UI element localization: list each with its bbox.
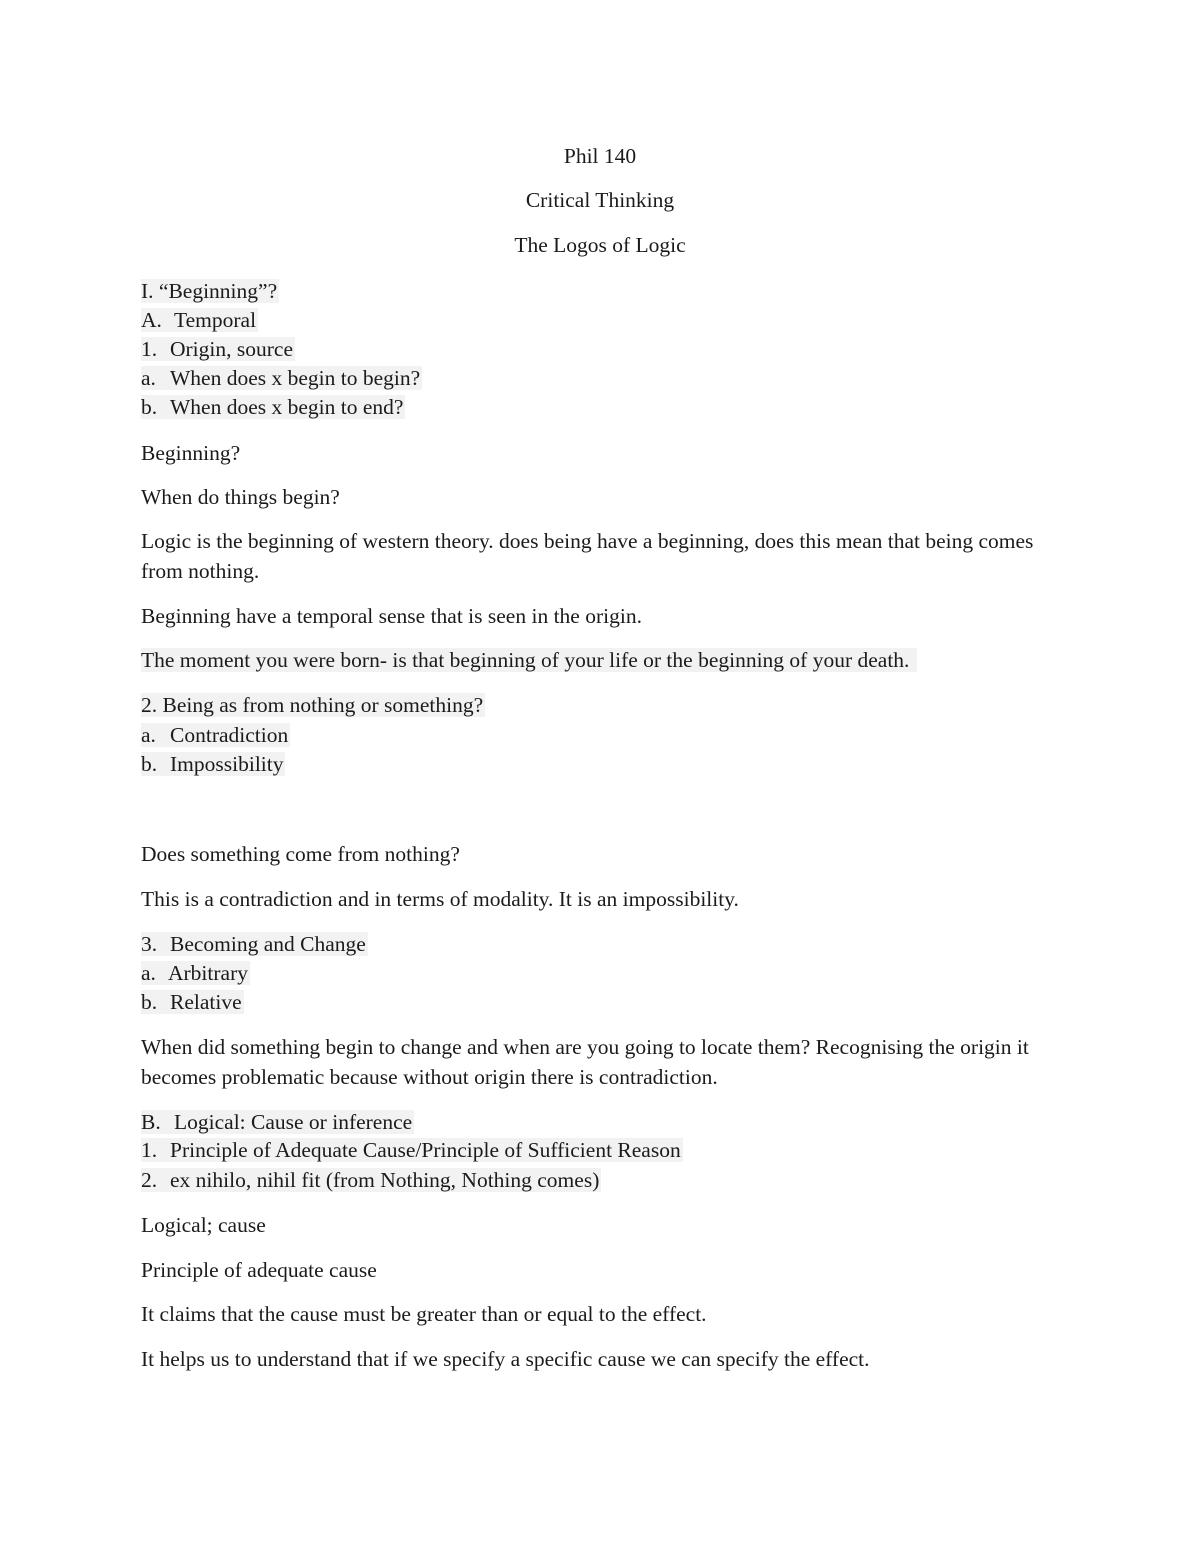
outline-item-1-origin	[141, 335, 295, 363]
note-paragraph: Principle of adequate cause	[141, 1258, 377, 1282]
note-paragraph: Logical; cause	[141, 1213, 266, 1237]
note-paragraph	[141, 646, 917, 674]
outline-item-text: Logical: Cause or inference	[174, 1110, 413, 1134]
course-subject: Critical Thinking	[525, 188, 675, 212]
outline-item-text: ex nihilo, nihil fit (from Nothing, Nothing comes)	[170, 1168, 600, 1192]
outline-item-b-logical	[141, 1108, 414, 1136]
outline-marker: b.	[141, 752, 158, 776]
outline-item-3-becoming	[141, 930, 368, 958]
outline-item-text: When does x begin to end?	[170, 395, 404, 419]
document-title: The Logos of Logic	[514, 233, 686, 257]
outline-marker: 2.	[141, 1168, 158, 1192]
note-paragraph: Beginning have a temporal sense that is seen in the origin.	[141, 604, 642, 628]
outline-item-a-begin	[141, 364, 422, 392]
outline-marker: a.	[141, 723, 156, 747]
outline-section-i-text: I. “Beginning”?	[141, 279, 278, 303]
outline-item-text: Contradiction	[170, 723, 289, 747]
outline-marker: 1.	[141, 337, 158, 361]
outline-section-i	[141, 277, 279, 305]
note-paragraph: It helps us to understand that if we specify a specific cause we can specify the effect.	[141, 1347, 870, 1371]
outline-marker: 3.	[141, 932, 158, 956]
outline-item-b-impossibility	[141, 750, 285, 778]
outline-marker: b.	[141, 395, 158, 419]
note-paragraph: This is a contradiction and in terms of modality. It is an impossibility.	[141, 887, 739, 911]
outline-item-text: Arbitrary	[168, 961, 248, 985]
note-paragraph: Does something come from nothing?	[141, 842, 460, 866]
outline-item-text: When does x begin to begin?	[170, 366, 421, 390]
note-paragraph: When do things begin?	[141, 485, 340, 509]
outline-item-a-arbitrary	[141, 959, 250, 987]
outline-marker: A.	[141, 308, 162, 332]
outline-item-b-relative	[141, 988, 244, 1016]
outline-item-1-principle	[141, 1136, 683, 1164]
outline-item-a-contradiction	[141, 721, 290, 749]
note-paragraph: Beginning?	[141, 441, 241, 465]
outline-marker: b.	[141, 990, 158, 1014]
outline-marker: a.	[141, 961, 156, 985]
outline-item-2-being	[141, 691, 485, 719]
outline-item-2-ex-nihilo	[141, 1166, 601, 1194]
outline-marker: 1.	[141, 1138, 158, 1162]
outline-item-text: Relative	[170, 990, 242, 1014]
note-paragraph: It claims that the cause must be greater than or equal to the effect.	[141, 1302, 707, 1326]
outline-item-b-end	[141, 393, 405, 421]
outline-item-text: Becoming and Change	[170, 932, 366, 956]
outline-item-text: 2. Being as from nothing or something?	[141, 693, 484, 717]
note-paragraph: Logic is the beginning of western theory. does being have a beginning, does this mean that being comes from nothing.	[141, 529, 1034, 583]
outline-item-text: Temporal	[174, 308, 257, 332]
outline-marker: a.	[141, 366, 156, 390]
course-number: Phil 140	[563, 144, 637, 168]
outline-item-a-temporal	[141, 306, 258, 334]
note-paragraph: When did something begin to change and when are you going to locate them? Recognising the origin it becomes problematic because without origin there is contradiction.	[141, 1035, 1029, 1089]
outline-marker: B.	[141, 1110, 161, 1134]
outline-item-text: Principle of Adequate Cause/Principle of Sufficient Reason	[170, 1138, 681, 1162]
outline-item-text: Impossibility	[170, 752, 284, 776]
note-paragraph-text: The moment you were born- is that beginning of your life or the beginning of your death.	[141, 648, 917, 672]
outline-item-text: Origin, source	[170, 337, 293, 361]
